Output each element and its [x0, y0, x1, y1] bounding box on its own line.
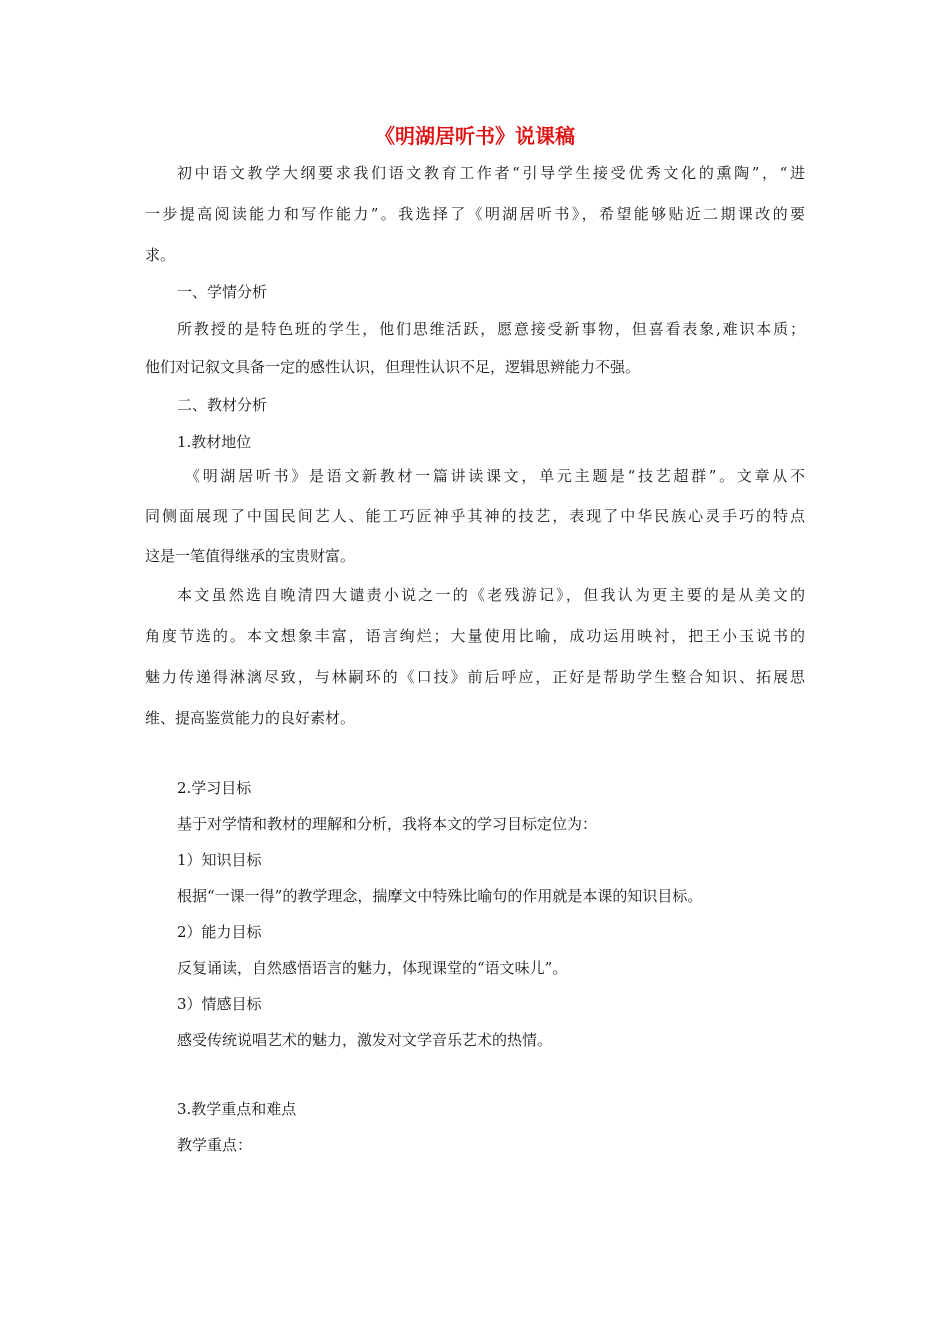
paragraph-source-line-4: 维、提高鉴赏能力的良好素材。	[145, 709, 356, 727]
paragraph-students-line-2: 他们对记叙文具备一定的感性认识，但理性认识不足，逻辑思辨能力不强。	[145, 358, 641, 376]
goal-knowledge-text: 根据“一课一得”的教学理念，揣摩文中特殊比喻句的作用就是本课的知识目标。	[177, 887, 703, 905]
paragraph-position-line-3: 这是一笔值得继承的宝贵财富。	[145, 547, 356, 565]
paragraph-intro-line-3: 求。	[145, 246, 176, 264]
paragraph-position-line-1: 《明湖居听书》是语文新教材一篇讲读课文，单元主题是“技艺超群”。文章从不	[185, 467, 805, 485]
subheading-learning-goals: 2.学习目标	[177, 779, 252, 797]
paragraph-intro-line-2: 一步提高阅读能力和写作能力”。我选择了《明湖居听书》，希望能够贴近二期课改的要	[145, 205, 805, 223]
subheading-key-points: 3.教学重点和难点	[177, 1100, 297, 1118]
paragraph-intro-line-1: 初中语文教学大纲要求我们语文教育工作者“引导学生接受优秀文化的熏陶”，“进	[177, 164, 805, 182]
goal-emotion-text: 感受传统说唱艺术的魅力，激发对文学音乐艺术的热情。	[177, 1031, 553, 1049]
paragraph-source-line-2: 角度节选的。本文想象丰富，语言绚烂；大量使用比喻，成功运用映衬，把王小玉说书的	[145, 627, 805, 645]
label-key-point: 教学重点：	[177, 1136, 253, 1154]
document-title: 《明湖居听书》说课稿	[375, 124, 575, 148]
subheading-textbook-position: 1.教材地位	[177, 433, 252, 451]
paragraph-students-line-1: 所教授的是特色班的学生，他们思维活跃，愿意接受新事物，但喜看表象,难识本质；	[177, 320, 805, 338]
paragraph-source-line-1: 本文虽然选自晚清四大谴责小说之一的《老残游记》，但我认为更主要的是从美文的	[177, 586, 805, 604]
goal-knowledge-heading: 1）知识目标	[177, 851, 262, 869]
paragraph-goals-intro: 基于对学情和教材的理解和分析，我将本文的学习目标定位为：	[177, 815, 598, 833]
paragraph-source-line-3: 魅力传递得淋漓尽致，与林嗣环的《口技》前后呼应，正好是帮助学生整合知识、拓展思	[145, 668, 805, 686]
paragraph-position-line-2: 同侧面展现了中国民间艺人、能工巧匠神乎其神的技艺，表现了中华民族心灵手巧的特点	[145, 507, 805, 525]
goal-ability-text: 反复诵读，自然感悟语言的魅力，体现课堂的“语文味儿”。	[177, 959, 568, 977]
section-heading-student-analysis: 一、学情分析	[177, 283, 268, 301]
section-heading-textbook-analysis: 二、教材分析	[177, 396, 268, 414]
goal-ability-heading: 2）能力目标	[177, 923, 262, 941]
goal-emotion-heading: 3）情感目标	[177, 995, 262, 1013]
